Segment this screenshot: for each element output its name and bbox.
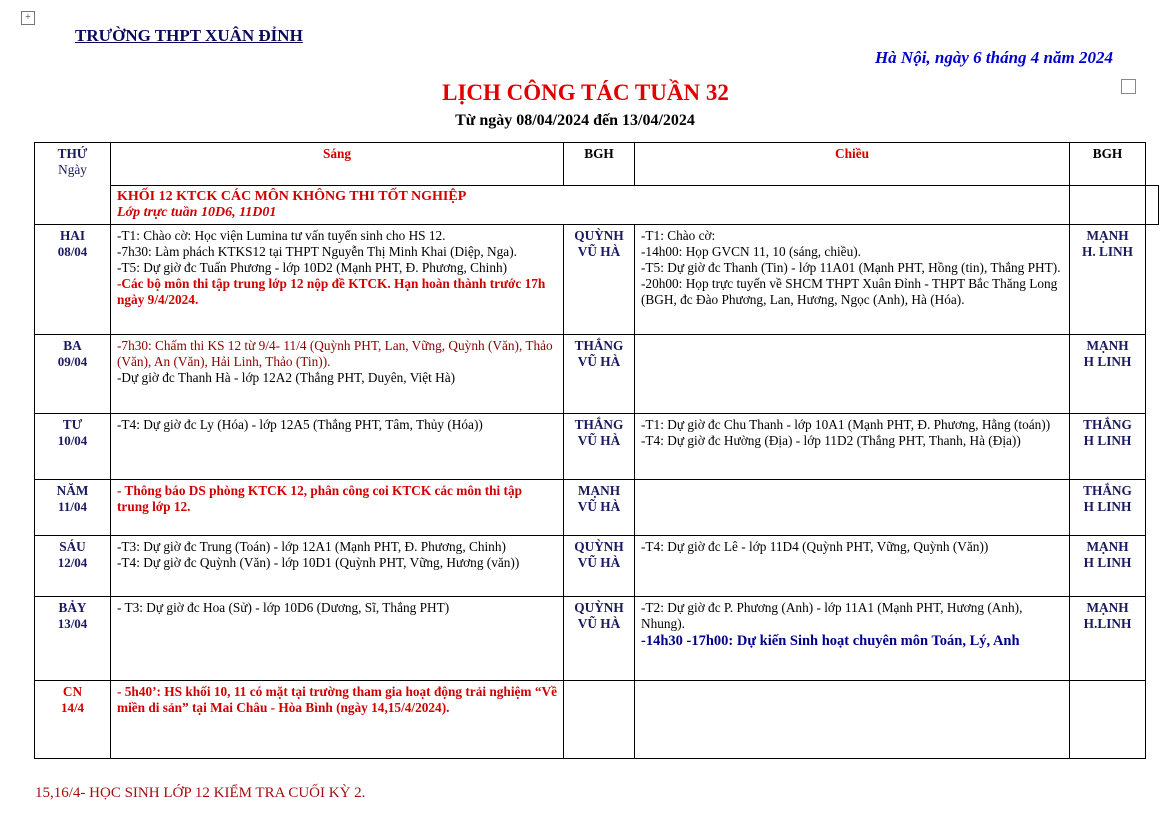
- bgh2-cell: [1070, 536, 1146, 597]
- bgh1-cell: [564, 536, 635, 597]
- date-header-label: Ngày: [58, 162, 87, 177]
- morning-entry: -Dự giờ đc Thanh Hà - lớp 12A2 (Thắng PHT, Duyên, Việt Hà): [117, 370, 456, 385]
- morning-cell: [111, 536, 564, 597]
- morning-entry: -T5: Dự giờ đc Tuấn Phương - lớp 10D2 (Mạnh PHT, Đ. Phương, Chinh): [117, 260, 508, 275]
- bgh-name: H. LINH: [1082, 244, 1133, 259]
- bgh2-column-header: BGH: [1070, 143, 1146, 186]
- bgh2-cell: [1070, 681, 1146, 759]
- bgh2-cell: [1070, 225, 1146, 335]
- bgh1-cell: [564, 225, 635, 335]
- table-row: [35, 414, 1159, 480]
- date-label: 10/04: [57, 433, 88, 448]
- day-header-label: THỨ: [57, 146, 88, 161]
- bgh-name: THẮNG: [574, 338, 624, 353]
- table-row: [35, 480, 1159, 536]
- empty-cell: [1070, 186, 1146, 225]
- afternoon-cell: [635, 681, 1070, 759]
- morning-entry: - 5h40’: HS khối 10, 11 có mặt tại trường tham gia hoạt động trải nghiệm “Về miền di sản” tại Mai Châu - Hòa Bình (ngày 14,15/4/2024).: [117, 684, 557, 715]
- notice-row: [35, 186, 1159, 225]
- bgh-name: MẠNH: [577, 483, 621, 498]
- morning-cell: [111, 225, 564, 335]
- afternoon-cell: [635, 414, 1070, 480]
- morning-cell: [111, 480, 564, 536]
- afternoon-entry: -T4: Dự giờ đc Lê - lớp 11D4 (Quỳnh PHT, Vững, Quỳnh (Văn)): [641, 539, 989, 554]
- morning-entry: - T3: Dự giờ đc Hoa (Sử) - lớp 10D6 (Dương, Sĩ, Thắng PHT): [117, 600, 450, 615]
- bgh1-cell: [564, 480, 635, 536]
- morning-cell: [111, 414, 564, 480]
- afternoon-cell: [635, 335, 1070, 414]
- bgh-name: MẠNH: [1086, 338, 1129, 353]
- afternoon-column-header: Chiều: [635, 143, 1070, 186]
- date-label: 11/04: [58, 499, 87, 514]
- bgh-name: H LINH: [1083, 499, 1132, 514]
- day-label: SÁU: [59, 539, 86, 554]
- day-label: BA: [63, 338, 82, 353]
- bgh2-cell: [1070, 414, 1146, 480]
- day-label: CN: [62, 684, 83, 699]
- bgh-name: H LINH: [1083, 354, 1132, 369]
- notice-cell: [111, 186, 1070, 225]
- date-label: 14/4: [60, 700, 85, 715]
- date-label: 09/04: [57, 354, 88, 369]
- table-row: [35, 536, 1159, 597]
- afternoon-entry: -T1: Dự giờ đc Chu Thanh - lớp 10A1 (Mạnh PHT, Đ. Phương, Hằng (toán)): [641, 417, 1051, 432]
- afternoon-entry: -T5: Dự giờ đc Thanh (Tin) - lớp 11A01 (Mạnh PHT, Hồng (tin), Thắng PHT).: [641, 260, 1061, 275]
- morning-cell: [111, 335, 564, 414]
- bgh-name: H.LINH: [1083, 616, 1132, 631]
- bgh1-cell: [564, 681, 635, 759]
- bgh-name: H LINH: [1083, 555, 1132, 570]
- school-name: TRƯỜNG THPT XUÂN ĐỈNH: [75, 26, 303, 45]
- bgh-name: VŨ HÀ: [577, 244, 621, 259]
- day-cell: [35, 536, 111, 597]
- morning-cell: [111, 681, 564, 759]
- afternoon-cell: [635, 225, 1070, 335]
- table-row: [35, 225, 1159, 335]
- notice-line: Lớp trực tuần 10D6, 11D01: [117, 205, 277, 220]
- morning-entry: -T1: Chào cờ: Học viện Lumina tư vấn tuyển sinh cho HS 12.: [117, 228, 446, 243]
- afternoon-entry: -T2: Dự giờ đc P. Phương (Anh) - lớp 11A1 (Mạnh PHT, Hương (Anh), Nhung).: [641, 600, 1023, 631]
- afternoon-cell: [635, 480, 1070, 536]
- table-row: [35, 335, 1159, 414]
- table-move-handle-icon[interactable]: +: [21, 11, 35, 25]
- day-cell: [35, 681, 111, 759]
- date-label: 13/04: [57, 616, 88, 631]
- bgh-name: VŨ HÀ: [577, 499, 621, 514]
- bgh-name: VŨ HÀ: [577, 433, 621, 448]
- schedule-table: [34, 142, 1159, 759]
- date-label: 08/04: [57, 244, 88, 259]
- day-label: NĂM: [56, 483, 89, 498]
- bgh-name: QUỲNH: [574, 600, 624, 615]
- day-cell: [35, 597, 111, 681]
- afternoon-entry: -14h00: Họp GVCN 11, 10 (sáng, chiều).: [641, 244, 861, 259]
- bgh-name: MẠNH: [1086, 539, 1129, 554]
- bgh-name: MẠNH: [1086, 600, 1129, 615]
- afternoon-entry: -T4: Dự giờ đc Hường (Địa) - lớp 11D2 (Thắng PHT, Thanh, Hà (Địa)): [641, 433, 1021, 448]
- bgh1-cell: [564, 597, 635, 681]
- day-column-header: [35, 143, 111, 225]
- bgh-name: VŨ HÀ: [577, 555, 621, 570]
- bgh1-cell: [564, 335, 635, 414]
- bgh-name: H LINH: [1083, 433, 1132, 448]
- notice-line: KHỐI 12 KTCK CÁC MÔN KHÔNG THI TỐT NGHIỆP: [117, 189, 467, 204]
- bgh2-cell: [1070, 335, 1146, 414]
- bgh-name: QUỲNH: [574, 228, 624, 243]
- day-label: BẢY: [58, 600, 87, 615]
- bgh2-cell: [1070, 597, 1146, 681]
- bgh-name: THẮNG: [574, 417, 624, 432]
- morning-entry: -T4: Dự giờ đc Quỳnh (Văn) - lớp 10D1 (Quỳnh PHT, Vững, Hương (văn)): [117, 555, 520, 570]
- table-row: [35, 597, 1159, 681]
- day-cell: [35, 225, 111, 335]
- bgh-name: THẮNG: [1083, 483, 1132, 498]
- morning-column-header: Sáng: [111, 143, 564, 186]
- morning-entry: -7h30: Làm phách KTKS12 tại THPT Nguyễn Thị Minh Khai (Diệp, Nga).: [117, 244, 517, 259]
- bgh-name: VŨ HÀ: [577, 616, 621, 631]
- day-cell: [35, 335, 111, 414]
- dateline: Hà Nội, ngày 6 tháng 4 năm 2024: [874, 48, 1113, 67]
- empty-cell: [1146, 186, 1159, 225]
- bgh-name: MẠNH: [1086, 228, 1129, 243]
- bgh1-column-header: BGH: [564, 143, 635, 186]
- date-range-subtitle: Từ ngày 08/04/2024 đến 13/04/2024: [455, 112, 695, 129]
- bgh2-cell: [1070, 480, 1146, 536]
- morning-entry: -7h30: Chấm thi KS 12 từ 9/4- 11/4 (Quỳnh PHT, Lan, Vững, Quỳnh (Văn), Thảo (Văn), An (Văn), Hải Linh, Thảo (Tin)).: [117, 338, 553, 369]
- date-label: 12/04: [57, 555, 88, 570]
- page-title: LỊCH CÔNG TÁC TUẦN 32: [442, 80, 729, 105]
- morning-entry: -T3: Dự giờ đc Trung (Toán) - lớp 12A1 (Mạnh PHT, Đ. Phương, Chinh): [117, 539, 506, 554]
- checkbox-icon[interactable]: [1121, 79, 1136, 94]
- afternoon-entry: -T1: Chào cờ:: [641, 228, 716, 243]
- morning-entry: - Thông báo DS phòng KTCK 12, phân công coi KTCK các môn thi tập trung lớp 12.: [117, 483, 523, 514]
- bgh-name: THẮNG: [1083, 417, 1132, 432]
- table-header-row: [35, 143, 1159, 186]
- bgh1-cell: [564, 414, 635, 480]
- afternoon-entry: -20h00: Họp trực tuyến về SHCM THPT Xuân Đỉnh - THPT Bắc Thăng Long (BGH, đc Đào Phương, Lan, Hương, Ngọc (Anh), Hà (Hóa).: [641, 276, 1058, 307]
- day-label: HAI: [59, 228, 86, 243]
- morning-entry: -T4: Dự giờ đc Ly (Hóa) - lớp 12A5 (Thắng PHT, Tâm, Thủy (Hóa)): [117, 417, 483, 432]
- day-cell: [35, 414, 111, 480]
- afternoon-entry: -14h30 -17h00: Dự kiến Sinh hoạt chuyên môn Toán, Lý, Anh: [641, 633, 1020, 649]
- table-row: [35, 681, 1159, 759]
- afternoon-cell: [635, 536, 1070, 597]
- day-cell: [35, 480, 111, 536]
- morning-cell: [111, 597, 564, 681]
- afternoon-cell: [635, 597, 1070, 681]
- morning-entry: -Các bộ môn thi tập trung lớp 12 nộp đề KTCK. Hạn hoàn thành trước 17h ngày 9/4/2024.: [117, 276, 546, 307]
- footnote: 15,16/4- HỌC SINH LỚP 12 KIỂM TRA CUỐI KỲ 2.: [35, 785, 366, 801]
- bgh-name: QUỲNH: [574, 539, 624, 554]
- bgh-name: VŨ HÀ: [577, 354, 621, 369]
- day-label: TƯ: [62, 417, 83, 432]
